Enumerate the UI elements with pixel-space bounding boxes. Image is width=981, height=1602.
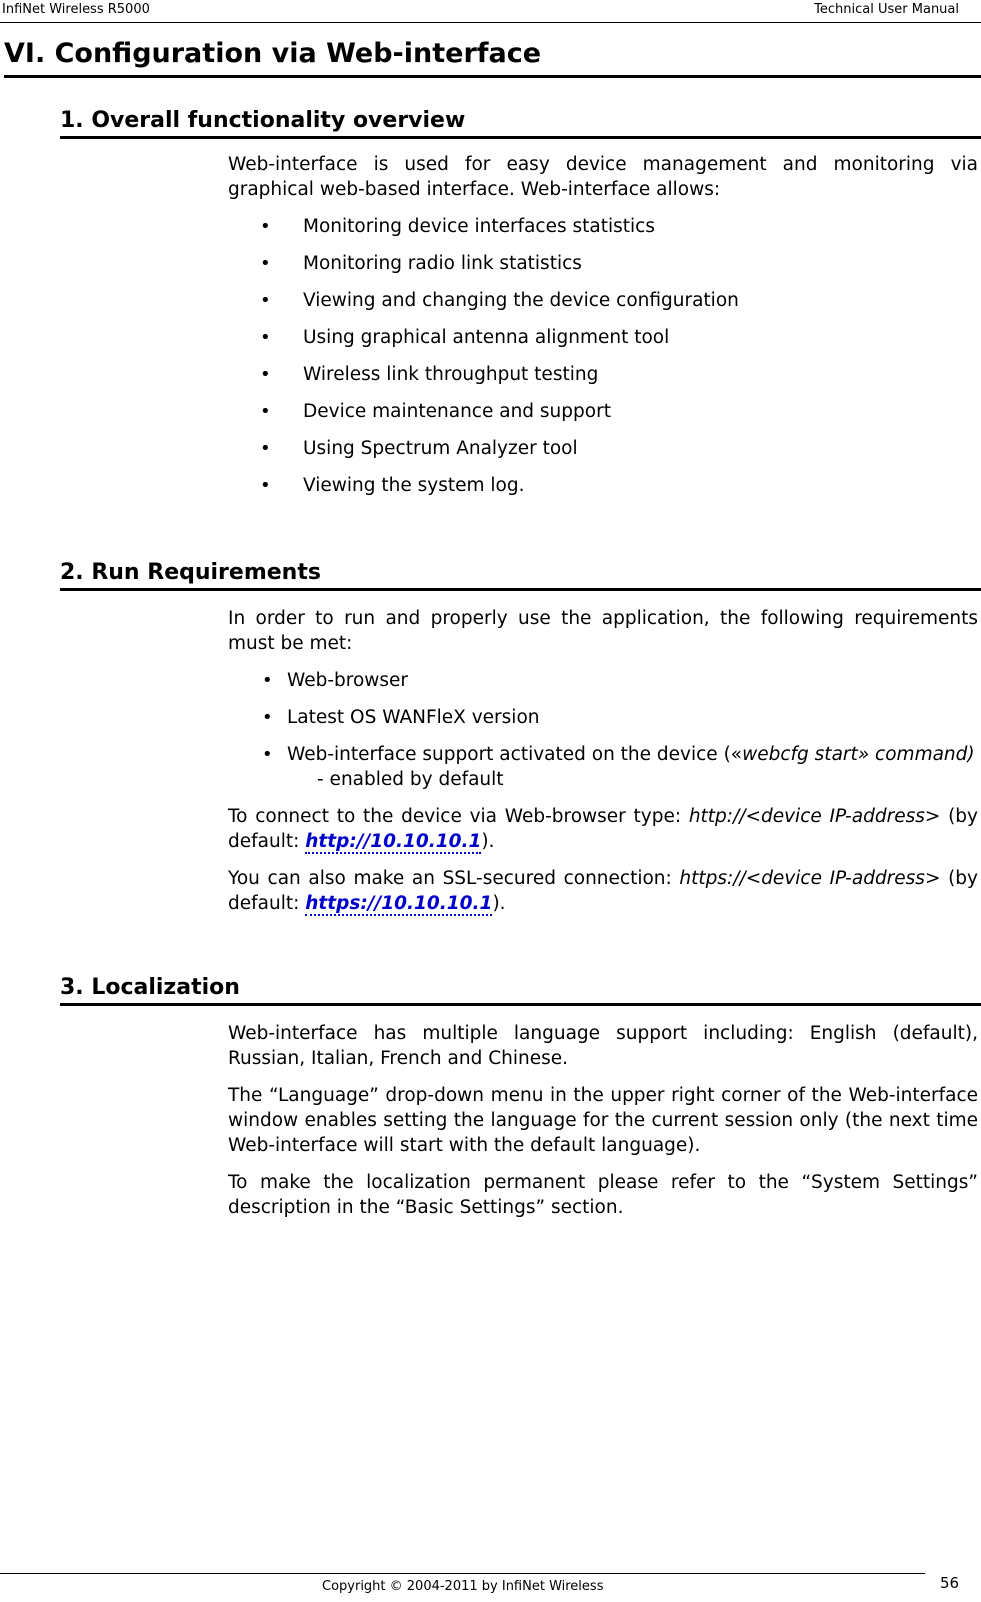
localization-p2: The “Language” drop-down menu in the upper right corner of the Web-interface window enables setting the language for the current session only (the next time Web-interface will start with the default language).	[228, 1085, 978, 1156]
section-heading-requirements: 2. Run Requirements	[60, 560, 981, 591]
section-localization-body	[228, 1021, 978, 1220]
list-item: • Monitoring radio link statistics	[260, 253, 582, 274]
section-heading-overview: 1. Overall functionality overview	[60, 108, 981, 139]
requirements-list	[228, 668, 978, 792]
list-item: • Viewing the system log.	[260, 475, 525, 496]
header-doc-type: Technical User Manual	[814, 2, 959, 17]
localization-p1: Web-interface has multiple language support including: English (default), Russian, Italian, French and Chinese.	[228, 1023, 978, 1069]
section-requirements-body	[228, 606, 978, 916]
section-overview-body	[228, 152, 978, 510]
bullet-icon: •	[260, 216, 271, 237]
localization-p3: To make the localization permanent please refer to the “System Settings” description in the “Basic Settings” section.	[228, 1172, 978, 1218]
page-number: 56	[940, 1574, 960, 1592]
bullet-icon: •	[260, 327, 271, 348]
section-heading-localization: 3. Localization	[60, 975, 981, 1006]
page-header	[0, 0, 981, 23]
bullet-icon: •	[262, 707, 273, 728]
list-item: • Web-interface support activated on the device («webcfg start» command) - enabled by default	[262, 744, 975, 790]
overview-list	[228, 214, 978, 510]
bullet-icon: •	[260, 253, 271, 274]
bullet-icon: •	[262, 670, 273, 691]
bullet-icon: •	[260, 364, 271, 385]
list-item: • Device maintenance and support	[260, 401, 611, 422]
default-https-link[interactable]: https://10.10.10.1	[305, 893, 493, 914]
bullet-icon: •	[260, 475, 271, 496]
connect-instruction: To connect to the device via Web-browser type: http://<device IP-address> (by default: http://10.10.10.1).	[228, 806, 979, 852]
list-item: • Using Spectrum Analyzer tool	[260, 438, 578, 459]
footer-copyright: Copyright © 2004-2011 by InfiNet Wireless	[322, 1579, 604, 1594]
footer-divider	[0, 1573, 925, 1574]
bullet-icon: •	[262, 744, 273, 765]
default-http-link[interactable]: http://10.10.10.1	[305, 831, 482, 852]
list-item: • Latest OS WANFleX version	[262, 707, 540, 728]
list-item: • Using graphical antenna alignment tool	[260, 327, 670, 348]
list-item: • Monitoring device interfaces statistics	[260, 216, 655, 237]
list-item: • Wireless link throughput testing	[260, 364, 599, 385]
bullet-icon: •	[260, 401, 271, 422]
list-item: • Web-browser	[262, 670, 409, 691]
list-item: • Viewing and changing the device configuration	[260, 290, 739, 311]
overview-intro: Web-interface is used for easy device management and monitoring via graphical web-based interface. Web-interface allows:	[228, 154, 978, 200]
ssl-instruction: You can also make an SSL-secured connection: https://<device IP-address> (by default: https://10.10.10.1).	[228, 868, 978, 914]
requirements-intro: In order to run and properly use the application, the following requirements must be met:	[228, 608, 978, 654]
header-product: InfiNet Wireless R5000	[2, 2, 150, 17]
chapter-title: VI. Configuration via Web-interface	[4, 38, 981, 78]
bullet-icon: •	[260, 438, 271, 459]
bullet-icon: •	[260, 290, 271, 311]
